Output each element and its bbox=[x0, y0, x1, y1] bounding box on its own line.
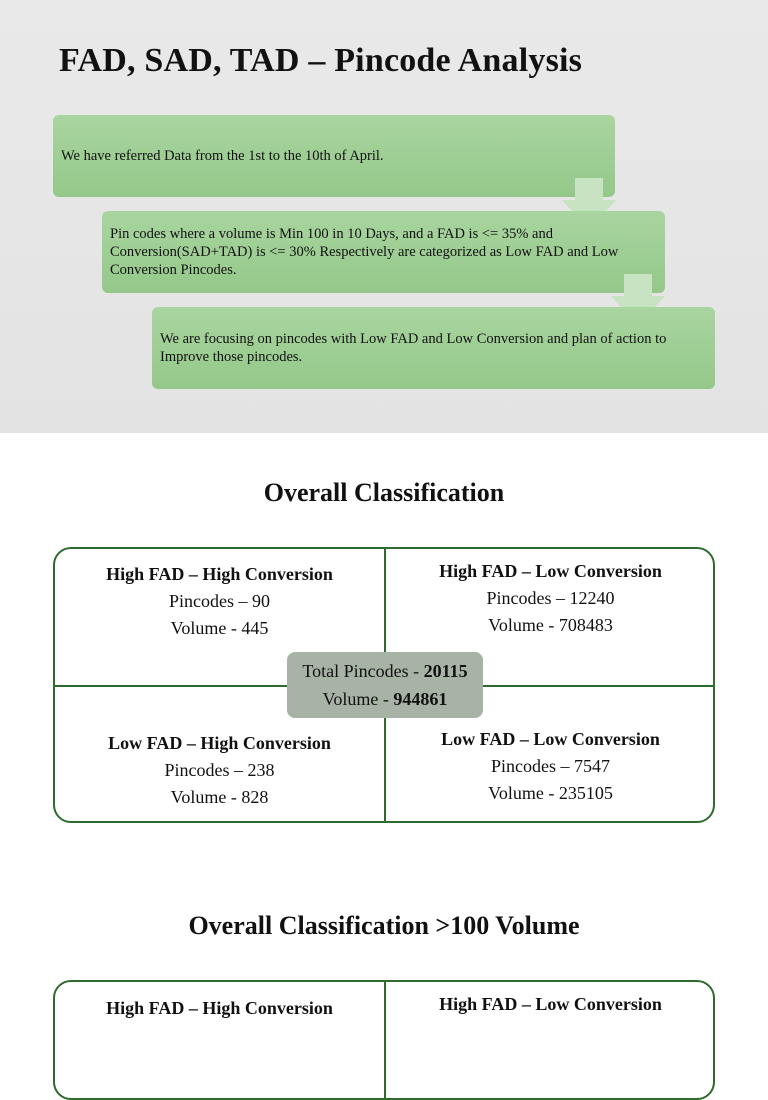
process-step-1-text: We have referred Data from the 1st to the 10th of April. bbox=[61, 148, 384, 164]
quadrant-title: Low FAD – Low Conversion bbox=[441, 729, 660, 749]
quadrant-pincodes: Pincodes – 12240 bbox=[486, 588, 615, 608]
process-step-2 bbox=[102, 211, 665, 293]
quadrant-title: High FAD – Low Conversion bbox=[439, 994, 662, 1014]
overall-classification-title: Overall Classification bbox=[263, 478, 505, 507]
slide-title: FAD, SAD, TAD – Pincode Analysis bbox=[59, 42, 583, 79]
quadrant-low-fad-high-conversion bbox=[55, 730, 384, 811]
volume-classification-title: Overall Classification >100 Volume bbox=[188, 911, 580, 940]
quadrant-title: High FAD – High Conversion bbox=[106, 564, 333, 584]
quadrant-title: High FAD – Low Conversion bbox=[439, 561, 662, 581]
quadrant-volume: Volume - 445 bbox=[170, 618, 269, 638]
quadrant-pincodes: Pincodes – 238 bbox=[164, 760, 275, 780]
quadrant-volume: Volume - 828 bbox=[170, 787, 269, 807]
quadrant-title: Low FAD – High Conversion bbox=[108, 733, 331, 753]
quadrant-volume: Volume - 235105 bbox=[488, 783, 613, 803]
intro-slide bbox=[0, 0, 768, 433]
total-volume: Volume - 944861 bbox=[322, 689, 448, 709]
quadrant-volume: Volume - 708483 bbox=[488, 615, 613, 635]
total-summary-box bbox=[287, 652, 483, 718]
quadrant-high-fad-high-conversion bbox=[55, 561, 384, 642]
process-step-2-text: Pin codes where a volume is Min 100 in 10 Days, and a FAD is <= 35% and Conversion(SAD+TAD) is <= 30% Respectively are categorized as Low FAD and Low Conversion Pincodes. bbox=[110, 226, 619, 278]
process-step-3-text: We are focusing on pincodes with Low FAD and Low Conversion and plan of action to Improve those pincodes. bbox=[160, 331, 667, 365]
process-step-3 bbox=[152, 307, 715, 389]
quadrant-high-fad-low-conversion bbox=[386, 558, 715, 639]
quadrant-high-fad-low-conversion bbox=[386, 991, 715, 1018]
quadrant-low-fad-low-conversion bbox=[386, 726, 715, 807]
total-pincodes: Total Pincodes - 20115 bbox=[302, 661, 468, 681]
volume-classification-grid bbox=[53, 980, 715, 1100]
quadrant-title: High FAD – High Conversion bbox=[106, 998, 333, 1018]
process-step-1 bbox=[53, 115, 615, 197]
quadrant-pincodes: Pincodes – 90 bbox=[169, 591, 270, 611]
classification-grid bbox=[53, 547, 715, 823]
quadrant-pincodes: Pincodes – 7547 bbox=[491, 756, 610, 776]
quadrant-high-fad-high-conversion bbox=[55, 995, 384, 1022]
